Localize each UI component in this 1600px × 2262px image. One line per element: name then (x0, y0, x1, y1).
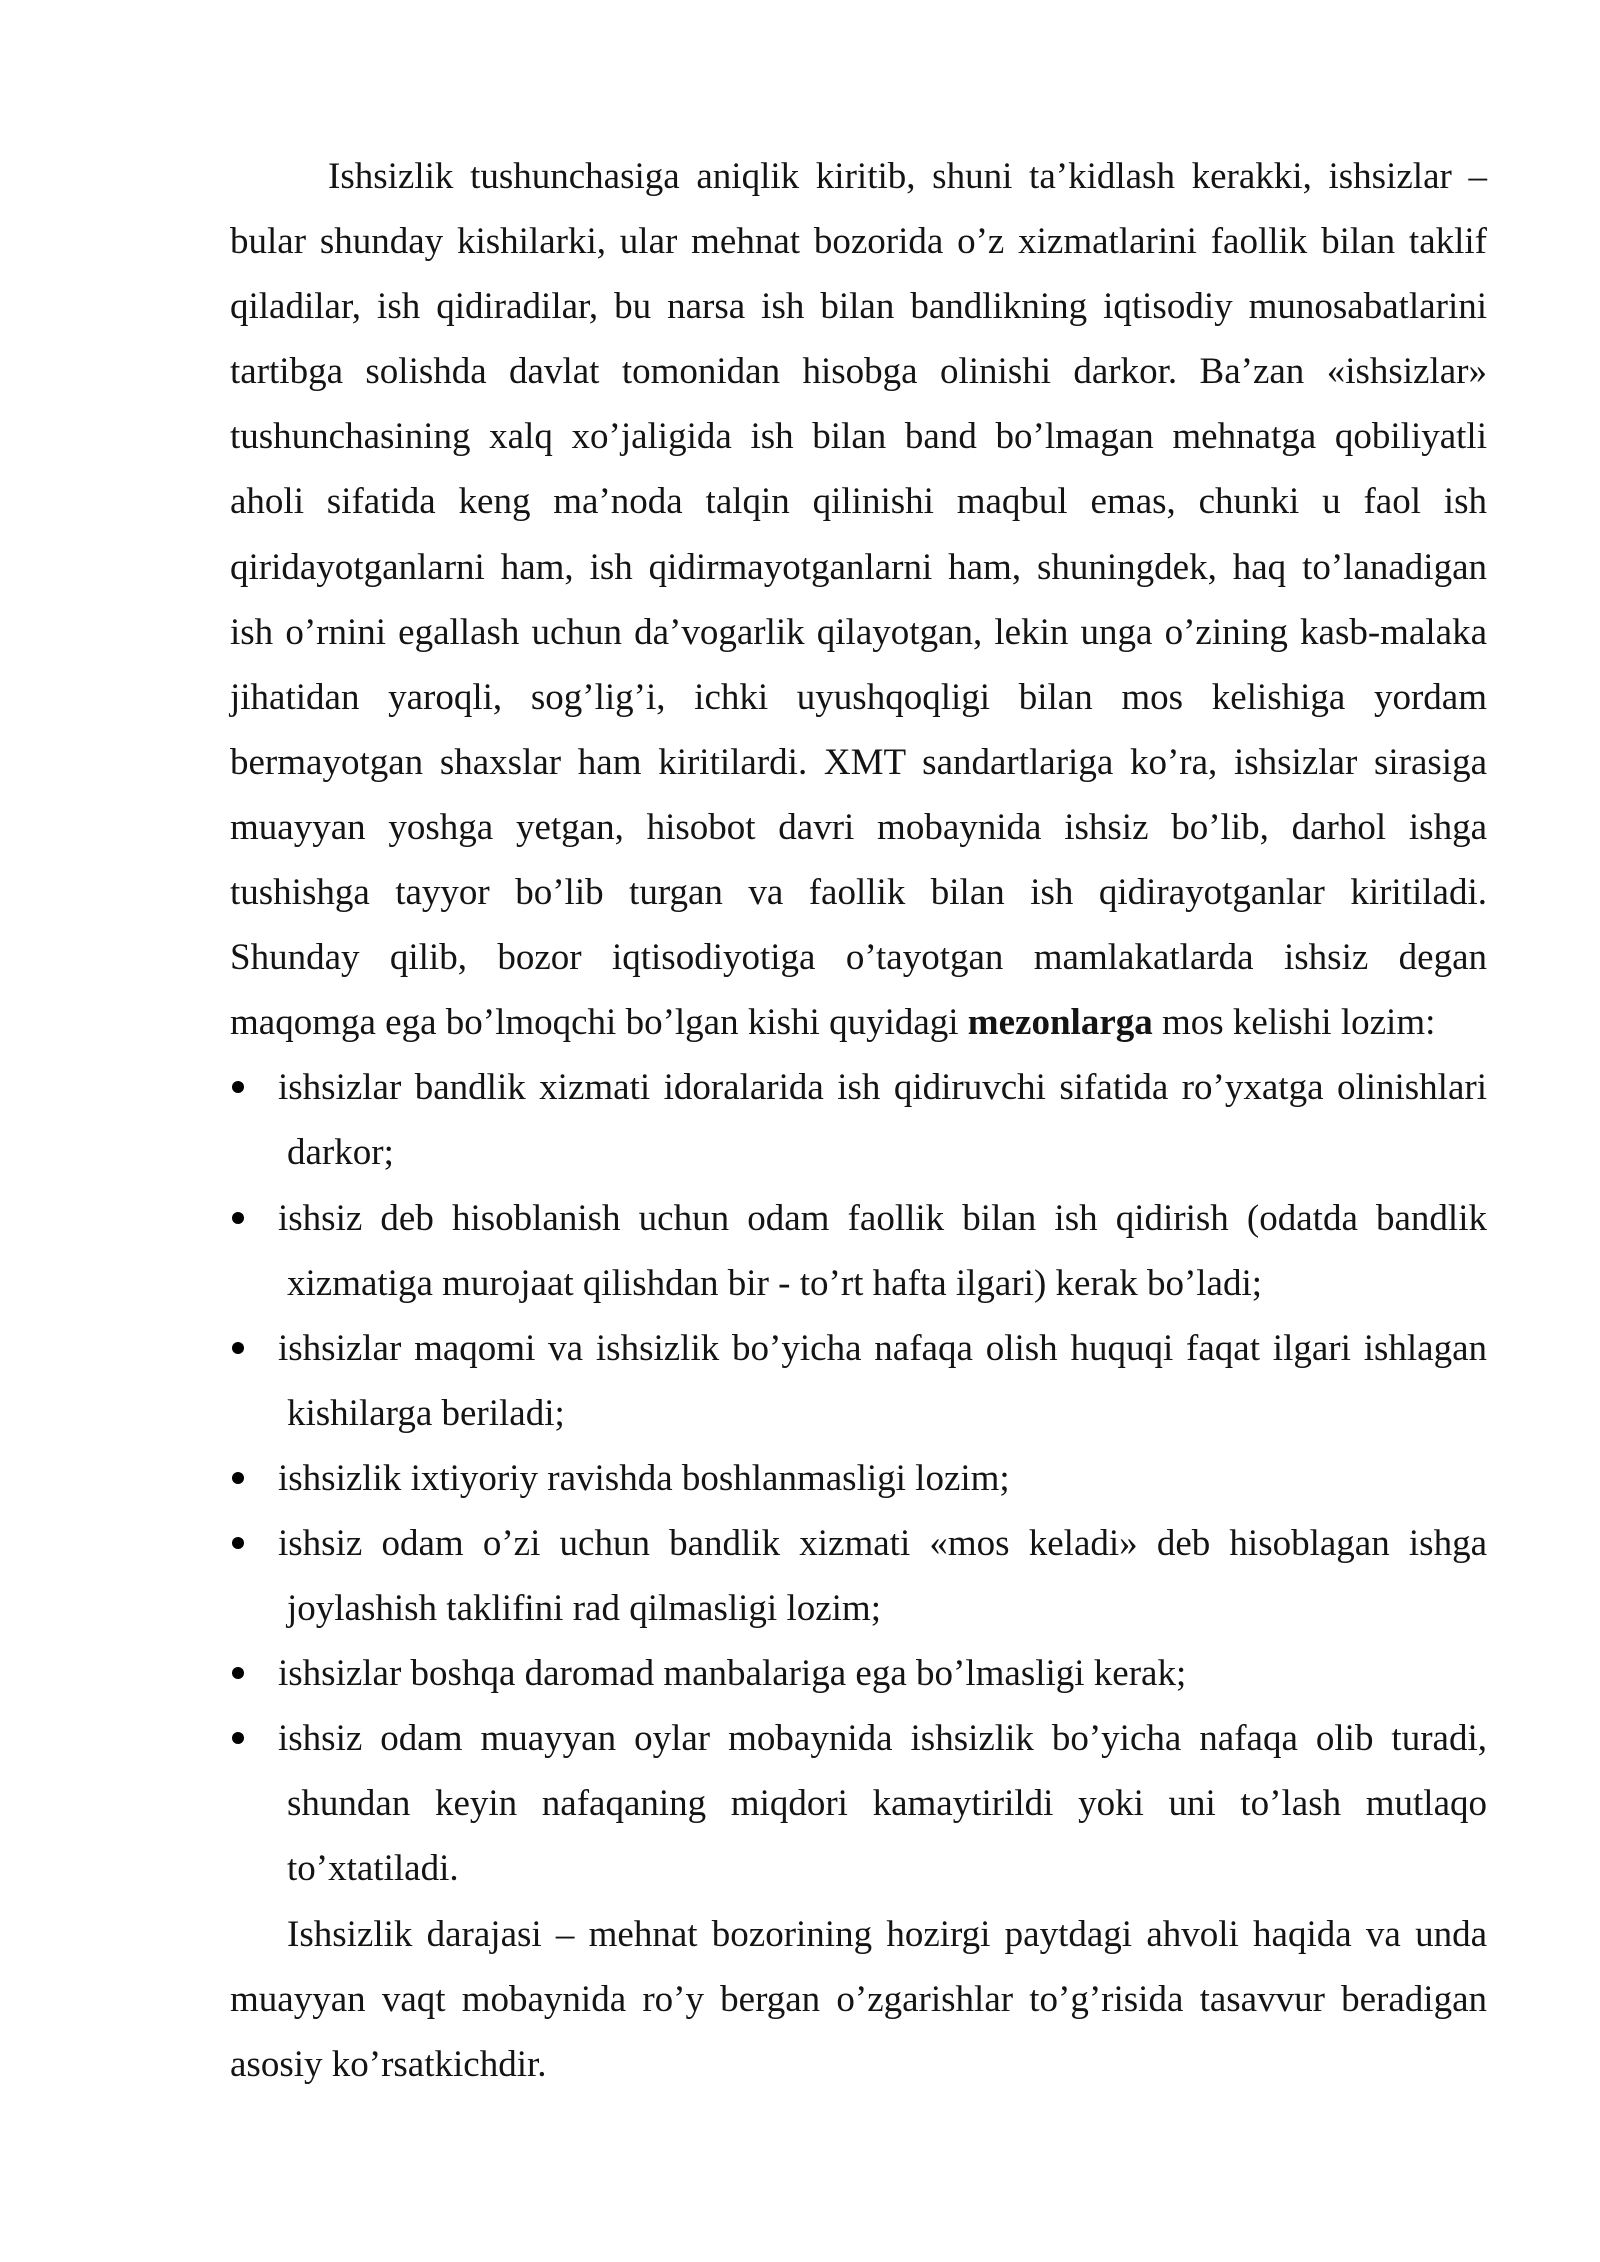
paragraph-line: tartibga solishda davlat tomonidan hisobga olinishi darkor. Ba’zan «ishsizlar» (230, 351, 1487, 393)
bullet-icon (232, 1537, 244, 1549)
paragraph-last-line (230, 990, 1487, 1055)
list-item-line: xizmatiga murojaat qilishdan bir - to’rt hafta ilgari) kerak bo’ladi; (287, 1262, 1263, 1304)
paragraph-line: muayyan vaqt mobaynida ro’y bergan o’zgarishlar to’g’risida tasavvur beradigan (230, 1978, 1487, 2020)
list-item-line: ishsizlar maqomi va ishsizlik bo’yicha nafaqa olish huquqi faqat ilgari ishlagan (278, 1327, 1487, 1369)
bold-term: mezonlarga (967, 1002, 1153, 1044)
paragraph-line: ish o’rnini egallash uchun da’vogarlik qilayotgan, lekin unga o’zining kasb-malaka (230, 611, 1487, 653)
list-item-line: ishsiz odam o’zi uchun bandlik xizmati «mos keladi» deb hisoblagan ishga (278, 1522, 1487, 1564)
list-item (230, 1316, 1487, 1446)
paragraph-line: asosiy ko’rsatkichdir. (230, 2043, 547, 2085)
list-item-line: shundan keyin nafaqaning miqdori kamaytirildi yoki uni to’lash mutlaqo (287, 1783, 1487, 1825)
intro-paragraph (230, 144, 1487, 1055)
paragraph-line: tushunchasining xalq xo’jaligida ish bilan band bo’lmagan mehnatga qobiliyatli (230, 416, 1487, 458)
paragraph-line: muayyan yoshga yetgan, hisobot davri mobaynida ishsiz bo’lib, darhol ishga (230, 806, 1487, 848)
last-line-text: maqomga ega bo’lmoqchi bo’lgan kishi quyidagi (230, 1002, 968, 1044)
last-line-text-end: mos kelishi lozim: (1152, 1002, 1436, 1044)
list-item (230, 1706, 1487, 1901)
list-item-line: darkor; (287, 1132, 394, 1174)
criteria-list (230, 1055, 1487, 1901)
document-body (230, 144, 1487, 2097)
list-item-line: ishsizlik ixtiyoriy ravishda boshlanmasligi lozim; (278, 1457, 1010, 1499)
bullet-icon (232, 1342, 244, 1354)
list-item-line: joylashish taklifini rad qilmasligi lozim; (287, 1588, 881, 1630)
paragraph-line: bermayotgan shaxslar ham kiritilardi. XMT sandartlariga ko’ra, ishsizlar sirasiga (230, 741, 1487, 783)
bullet-icon (232, 1212, 244, 1224)
list-item-line: ishsiz odam muayyan oylar mobaynida ishsizlik bo’yicha nafaqa olib turadi, (278, 1718, 1487, 1760)
paragraph-line: Ishsizlik tushunchasiga aniqlik kiritib, shuni ta’kidlash kerakki, ishsizlar – (328, 156, 1487, 197)
list-item-line: kishilarga beriladi; (287, 1392, 565, 1434)
paragraph-line: Shunday qilib, bozor iqtisodiyotiga o’tayotgan mamlakatlarda ishsiz degan (230, 937, 1487, 979)
list-item-line: ishsiz deb hisoblanish uchun odam faollik bilan ish qidirish (odatda bandlik (278, 1197, 1487, 1239)
paragraph-line: tushishga tayyor bo’lib turgan va faollik bilan ish qidirayotganlar kiritiladi. (230, 872, 1487, 914)
list-item-line: ishsizlar bandlik xizmati idoralarida ish qidiruvchi sifatida ro’yxatga olinishlari (278, 1067, 1487, 1109)
list-item-line: to’xtatiladi. (287, 1848, 459, 1890)
paragraph-line: aholi sifatida keng ma’noda talqin qilinishi maqbul emas, chunki u faol ish (230, 481, 1487, 523)
paragraph-line: jihatidan yaroqli, sog’lig’i, ichki uyushqoqligi bilan mos kelishiga yordam (230, 676, 1487, 718)
bullet-icon (232, 1472, 244, 1484)
list-item (230, 1446, 1487, 1511)
paragraph-line: Ishsizlik darajasi – mehnat bozorining hozirgi paytdagi ahvoli haqida va unda (287, 1913, 1487, 1955)
closing-paragraph (230, 1902, 1487, 2097)
list-item (230, 1511, 1487, 1641)
paragraph-line: qiladilar, ish qidiradilar, bu narsa ish bilan bandlikning iqtisodiy munosabatlarini (230, 286, 1487, 328)
paragraph-line: bular shunday kishilarki, ular mehnat bozorida o’z xizmatlarini faollik bilan taklif (230, 221, 1487, 263)
list-item (230, 1641, 1487, 1706)
list-item (230, 1186, 1487, 1316)
list-item (230, 1055, 1487, 1185)
list-item-line: ishsizlar boshqa daromad manbalariga ega bo’lmasligi kerak; (278, 1653, 1187, 1695)
paragraph-line: qiridayotganlarni ham, ish qidirmayotganlarni ham, shuningdek, haq to’lanadigan (230, 546, 1487, 588)
